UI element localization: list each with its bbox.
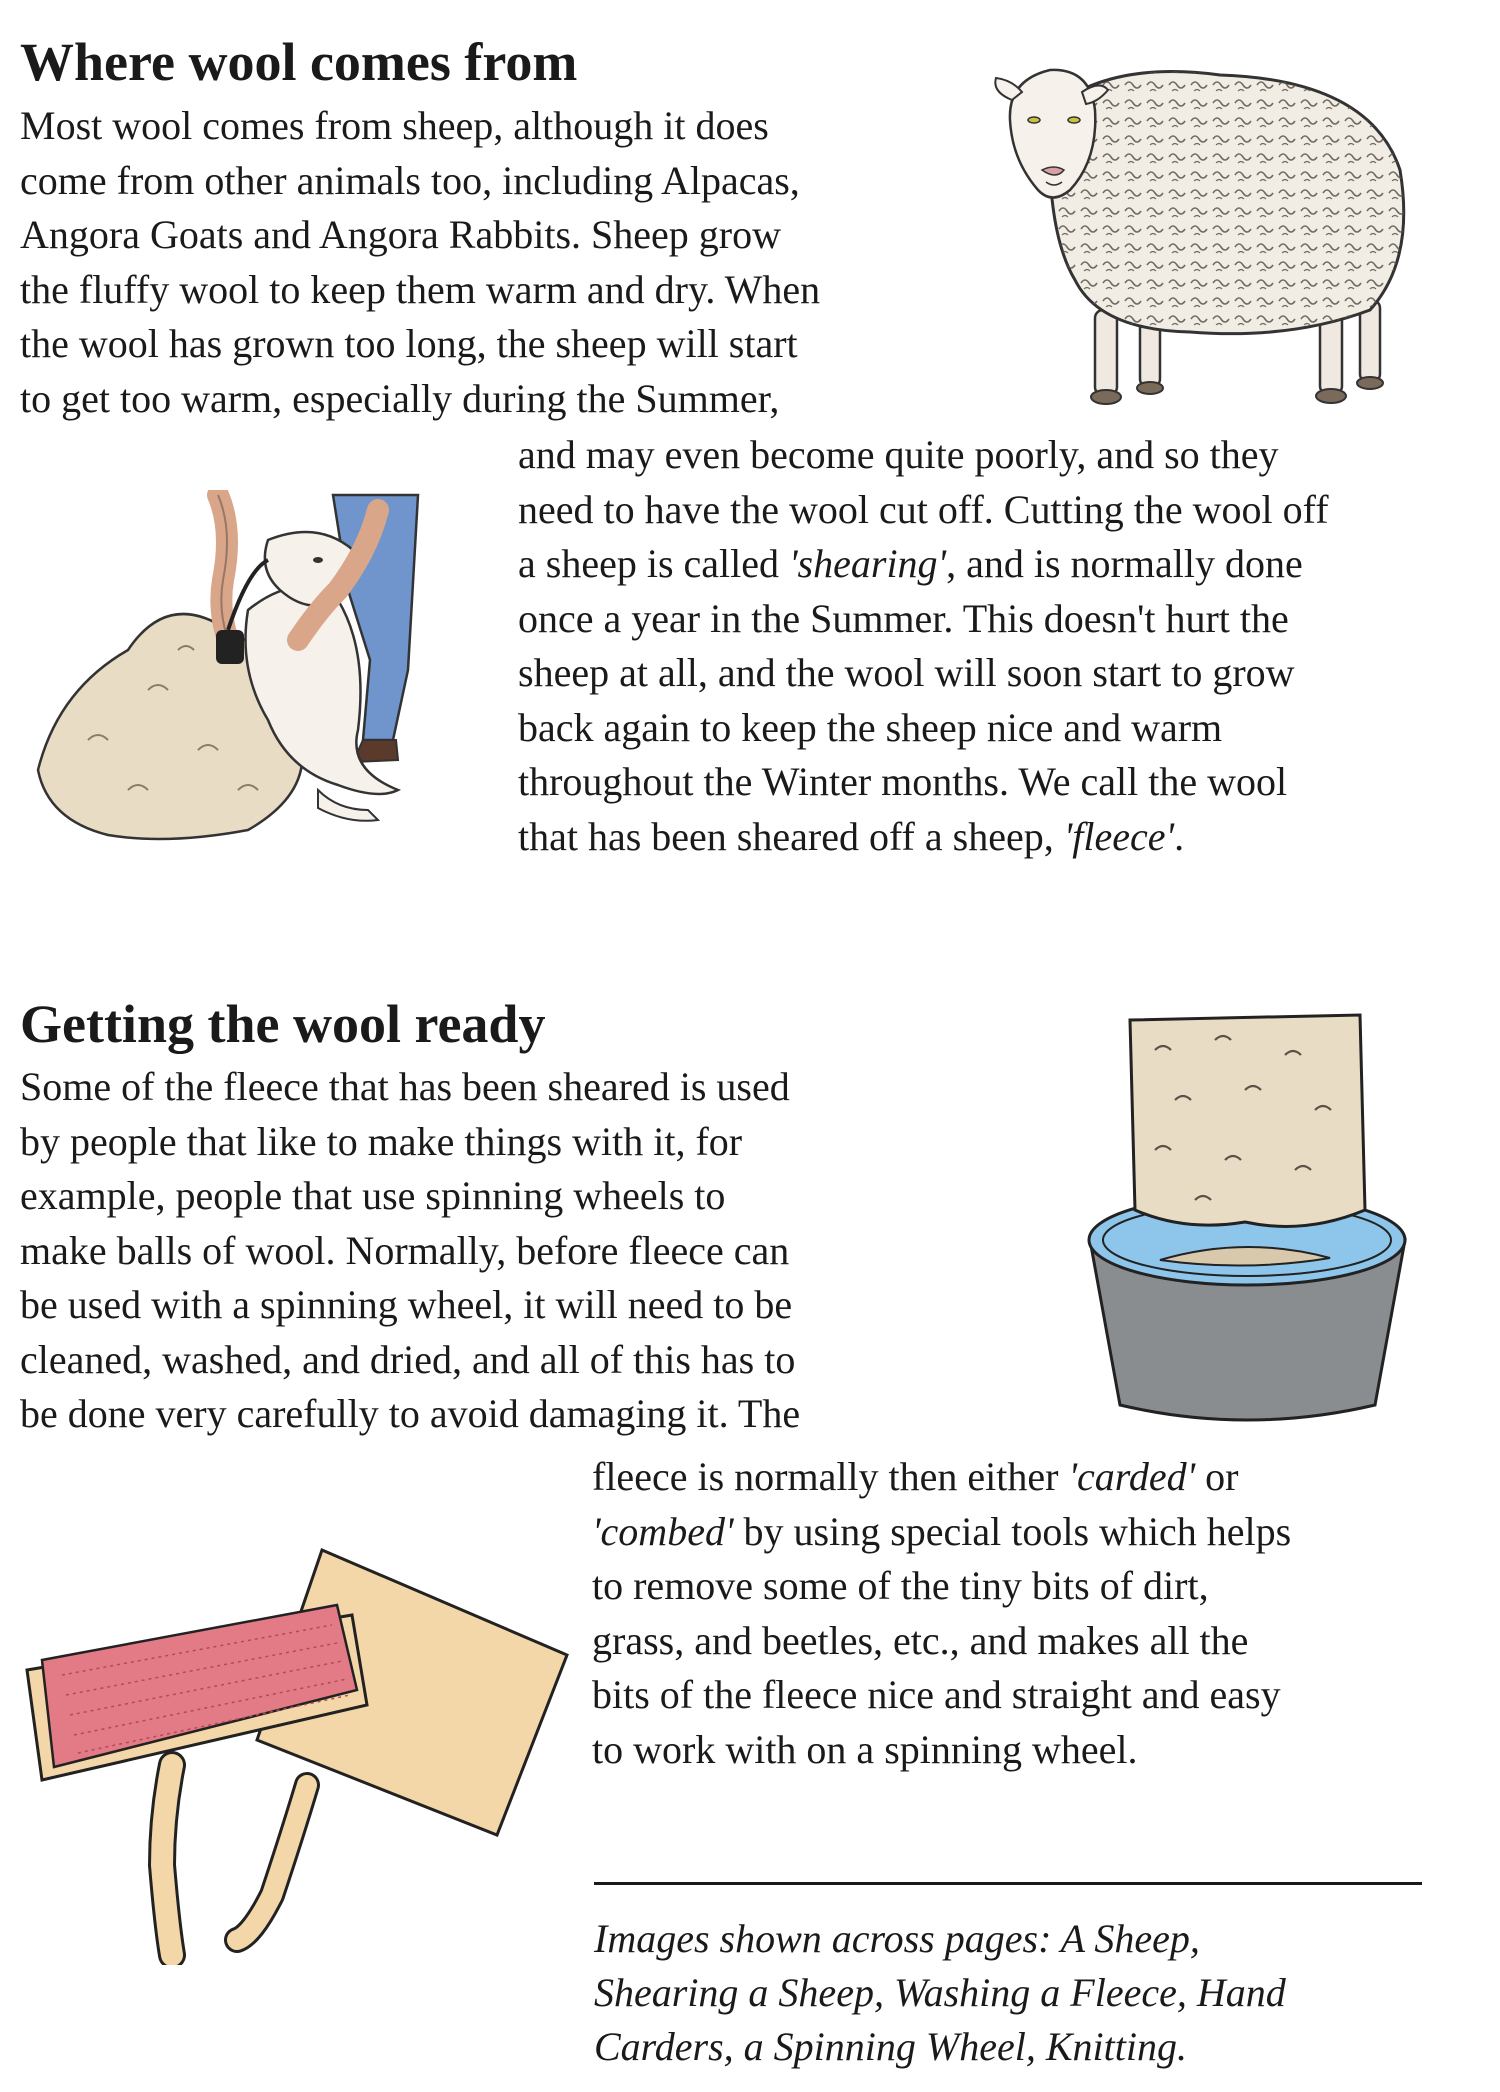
sheep-illustration bbox=[990, 40, 1420, 415]
text-line: the wool has grown too long, the sheep will start bbox=[20, 321, 798, 366]
caption-divider bbox=[594, 1882, 1422, 1885]
text-line: grass, and beetles, etc., and makes all the bbox=[592, 1617, 1249, 1663]
text-line: to get too warm, especially during the Summer, bbox=[20, 375, 780, 421]
text-line: be done very carefully to avoid damaging it. The bbox=[20, 1391, 801, 1436]
term-fleece: 'fleece' bbox=[1063, 813, 1175, 859]
washing-fleece-illustration bbox=[1075, 1010, 1420, 1430]
paragraph-wool-source-intro bbox=[20, 99, 960, 426]
term-combed: 'combed' bbox=[592, 1508, 734, 1554]
text-line: sheep at all, and the wool will soon start to grow bbox=[518, 650, 1295, 695]
text-line: the fluffy wool to keep them warm and dry. When bbox=[20, 266, 821, 312]
text-line: example, people that use spinning wheels to bbox=[20, 1173, 726, 1218]
text-line: Angora Goats and Angora Rabbits. Sheep grow bbox=[20, 212, 781, 257]
text-run: or bbox=[1195, 1454, 1239, 1499]
text-line: come from other animals too, including Alpacas, bbox=[20, 157, 800, 203]
text-line bbox=[592, 1450, 1492, 1505]
text-line: Most wool comes from sheep, although it does bbox=[20, 103, 769, 148]
text-line: be used with a spinning wheel, it will need to be bbox=[20, 1282, 793, 1327]
text-line: once a year in the Summer. This doesn't hurt the bbox=[518, 595, 1289, 641]
paragraph-carding bbox=[592, 1450, 1492, 1777]
text-run: a sheep is called bbox=[518, 541, 789, 586]
section-heading-wool-ready: Getting the wool ready bbox=[20, 994, 546, 1054]
section-heading-wool-source: Where wool comes from bbox=[20, 32, 578, 92]
text-run: , and is normally done bbox=[946, 541, 1303, 586]
text-line bbox=[592, 1505, 1492, 1560]
term-carded: 'carded' bbox=[1068, 1454, 1196, 1499]
caption-line: Shearing a Sheep, Washing a Fleece, Hand bbox=[594, 1970, 1286, 2015]
text-line: cleaned, washed, and dried, and all of this has to bbox=[20, 1336, 796, 1382]
text-line: to work with on a spinning wheel. bbox=[592, 1726, 1138, 1772]
text-run: by using special tools which helps bbox=[733, 1508, 1292, 1554]
text-line: back again to keep the sheep nice and warm bbox=[518, 704, 1223, 750]
shearing-illustration bbox=[18, 490, 468, 845]
text-line: to remove some of the tiny bits of dirt, bbox=[592, 1563, 1209, 1608]
text-line: need to have the wool cut off. Cutting the wool off bbox=[518, 486, 1329, 532]
text-line: throughout the Winter months. We call the wool bbox=[518, 759, 1288, 804]
text-line: Some of the fleece that has been sheared is used bbox=[20, 1064, 790, 1109]
text-line bbox=[518, 810, 1478, 865]
text-run: . bbox=[1174, 813, 1185, 859]
term-shearing: 'shearing' bbox=[789, 541, 947, 586]
text-line: make balls of wool. Normally, before fleece can bbox=[20, 1227, 790, 1273]
text-line: and may even become quite poorly, and so they bbox=[518, 432, 1279, 477]
paragraph-shearing bbox=[518, 428, 1478, 864]
caption-line: Carders, a Spinning Wheel, Knitting. bbox=[594, 2024, 1187, 2069]
text-line: bits of the fleece nice and straight and easy bbox=[592, 1672, 1281, 1717]
text-run: that has been sheared off a sheep, bbox=[518, 813, 1064, 859]
paragraph-wool-preparation bbox=[20, 1060, 980, 1442]
image-caption bbox=[594, 1912, 1454, 2074]
hand-carders-illustration bbox=[22, 1535, 592, 1965]
text-line: by people that like to make things with it, for bbox=[20, 1118, 743, 1164]
caption-line: Images shown across pages: A Sheep, bbox=[594, 1916, 1200, 1961]
text-run: fleece is normally then either bbox=[592, 1454, 1069, 1499]
text-line bbox=[518, 537, 1478, 592]
